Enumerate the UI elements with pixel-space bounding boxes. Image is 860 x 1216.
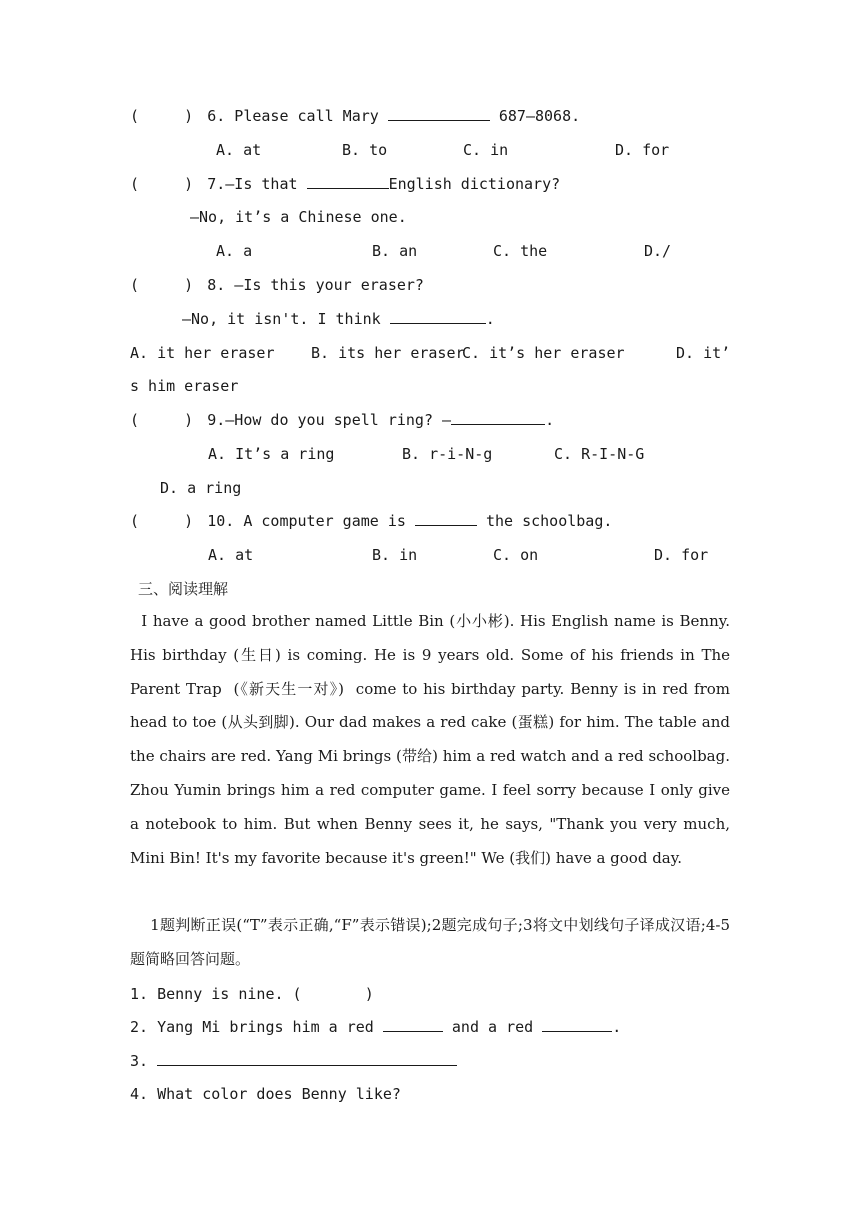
question-stem: 6. Please call Mary xyxy=(207,107,388,125)
question-stem: 10. A computer game is xyxy=(207,512,415,530)
option-c: C. on xyxy=(493,546,539,564)
reading-question-2: 2. Yang Mi brings him a red and a red . xyxy=(130,1018,622,1036)
option-b: B. in xyxy=(372,546,418,564)
answer-blank[interactable] xyxy=(542,1017,612,1032)
answer-blank[interactable] xyxy=(383,1017,443,1032)
answer-parentheses: ( ) xyxy=(130,107,194,125)
option-c: C. it’s her eraser xyxy=(462,344,625,362)
reading-instructions: 1题判断正误(“T”表示正确,“F”表示错误);2题完成句子;3将文中划线句子译成汉语;4-5题简略回答问题。 xyxy=(130,916,730,968)
question-reply: —No, it isn't. I think . xyxy=(182,310,495,328)
question-stem: 9.—How do you spell ring? — xyxy=(207,411,452,429)
question-tail: 687—8068. xyxy=(489,107,581,125)
option-d: D. it’ xyxy=(676,344,731,362)
option-b: B. r-i-N-g xyxy=(402,445,493,463)
option-c: C. in xyxy=(463,141,509,159)
option-d: D./ xyxy=(644,242,672,260)
option-a: A. a xyxy=(216,242,253,260)
option-d: D. for xyxy=(654,546,709,564)
answer-parentheses: ( ) xyxy=(130,276,194,294)
question-tail: the schoolbag. xyxy=(476,512,613,530)
answer-blank[interactable] xyxy=(415,511,477,526)
question-stem: 8. —Is this your eraser? xyxy=(207,276,424,294)
question-tail: . xyxy=(545,411,555,429)
answer-parentheses: ( ) xyxy=(130,175,194,193)
question-9 xyxy=(130,410,554,430)
answer-blank[interactable] xyxy=(388,106,490,121)
answer-blank[interactable] xyxy=(307,174,389,189)
reading-passage: I have a good brother named Little Bin (小小彬). His English name is Benny. His birthday (生日) is coming. He is 9 years old. Some of his friends in The Parent Trap (《新天生一对》) come to his birthday party. Benny is in red from head to toe (从头到脚). Our dad makes a red cake (蛋糕) for him. The table and the chairs are red. Yang Mi brings (带给) him a red watch and a red schoolbag. Zhou Yumin brings him a red computer game. I feel sorry because I only give a notebook to him. But when Benny sees it, he says, "Thank you very much, Mini Bin! It's my favorite because it's green!" We (我们) have a good day. xyxy=(130,612,730,867)
reading-question-4: 4. What color does Benny like? xyxy=(130,1085,401,1103)
answer-blank[interactable] xyxy=(390,309,486,324)
option-d: D. for xyxy=(615,141,670,159)
option-d: D. a ring xyxy=(160,479,242,497)
option-d-continued: s him eraser xyxy=(130,377,239,395)
reading-question-1: 1. Benny is nine. ( ) xyxy=(130,985,374,1003)
option-a: A. It’s a ring xyxy=(208,445,335,463)
option-c: C. the xyxy=(493,242,548,260)
answer-parentheses: ( ) xyxy=(130,512,194,530)
option-a: A. at xyxy=(208,546,254,564)
answer-blank[interactable] xyxy=(157,1051,457,1066)
option-b: B. to xyxy=(342,141,388,159)
option-b: B. an xyxy=(372,242,418,260)
option-a: A. at xyxy=(216,141,262,159)
option-a: A. it her eraser xyxy=(130,344,275,362)
option-b: B. its her eraser xyxy=(311,344,465,362)
answer-parentheses: ( ) xyxy=(130,411,194,429)
section-title: 三、阅读理解 xyxy=(138,580,229,598)
answer-blank[interactable] xyxy=(451,410,545,425)
question-stem: 7.—Is that xyxy=(207,175,307,193)
reading-question-3: 3. xyxy=(130,1051,457,1071)
option-c: C. R-I-N-G xyxy=(554,445,645,463)
question-6 xyxy=(130,106,580,126)
question-10 xyxy=(130,511,612,531)
question-8 xyxy=(130,275,424,295)
question-7 xyxy=(130,174,560,194)
question-tail: English dictionary? xyxy=(388,175,561,193)
question-reply: —No, it’s a Chinese one. xyxy=(190,208,407,226)
